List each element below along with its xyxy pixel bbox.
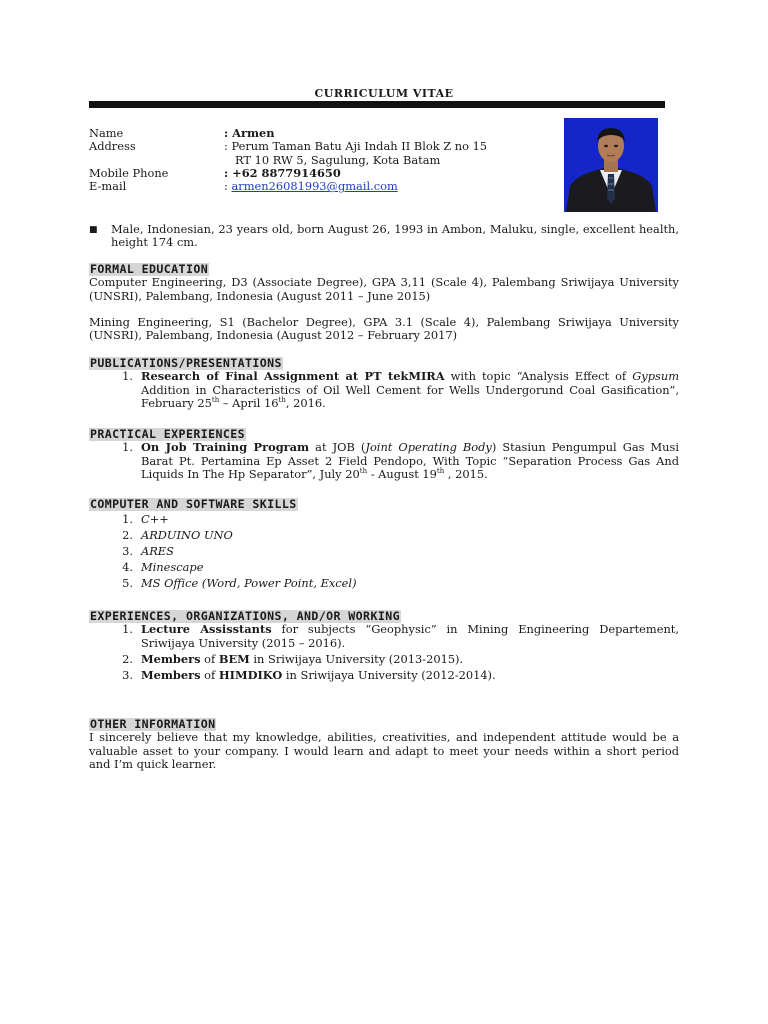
practical-heading: PRACTICAL EXPERIENCES	[90, 427, 245, 441]
list-item	[89, 543, 679, 559]
item-number: 2.	[122, 651, 133, 666]
publications-heading: PUBLICATIONS/PRESENTATIONS	[90, 356, 282, 370]
skill-text: C++	[141, 512, 169, 527]
phone-value: : +62 8877914650	[224, 165, 341, 180]
skill-text: ARDUINO UNO	[141, 528, 233, 543]
list-item	[89, 511, 679, 527]
publication-item	[89, 370, 679, 410]
name-row	[89, 127, 549, 140]
publication-text-part: , 2016.	[285, 395, 326, 410]
email-link[interactable]: armen26081993@gmail.com	[231, 179, 398, 194]
summary-bullet	[89, 223, 679, 250]
experience-section	[89, 610, 679, 682]
practical-text-part: ) Stasiun Pengumpul Gas Musi Barat Pt. Pertamina Ep Asset 2 Field Pendopo, With Topic “Separation Process Gas And Liquids In The Hp Separator”, July 20	[141, 440, 680, 481]
address-continuation: RT 10 RW 5, Sagulung, Kota Batam	[235, 152, 441, 167]
publications-section	[89, 357, 679, 410]
list-item	[89, 669, 679, 682]
practical-title: On Job Training Program	[141, 440, 310, 455]
list-item	[89, 653, 679, 666]
email-row	[89, 180, 549, 193]
profile-photo	[564, 118, 658, 212]
experience-role: Lecture Assisstants	[141, 622, 272, 637]
item-number: 3.	[122, 668, 133, 683]
title-rule	[89, 101, 665, 108]
item-number: 5.	[122, 576, 133, 591]
list-item	[89, 559, 679, 575]
experience-detail: in Sriwijaya University (2012-2014).	[282, 668, 496, 683]
practical-item	[89, 441, 679, 481]
item-number: 1.	[122, 622, 133, 637]
practical-italic: Joint Operating Body	[365, 440, 492, 455]
phone-label: Mobile Phone	[89, 165, 169, 180]
item-number: 1.	[122, 369, 133, 384]
experience-text	[141, 653, 679, 666]
publication-italic: Gypsum	[632, 369, 679, 384]
practical-section	[89, 428, 679, 481]
other-section	[89, 718, 679, 771]
email-label: E-mail	[89, 179, 127, 194]
experience-role: Members	[141, 668, 201, 683]
address-value: : Perum Taman Batu Aji Indah II Blok Z no 15	[224, 139, 488, 154]
skill-text: ARES	[141, 544, 174, 559]
education-section	[89, 263, 679, 342]
education-entry-2: Mining Engineering, S1 (Bachelor Degree), GPA 3.1 (Scale 4), Palembang Sriwijaya University (UNSRI), Palembang, Indonesia (August 2012 – February 2017)	[89, 314, 679, 343]
name-label: Name	[89, 126, 124, 140]
education-heading: FORMAL EDUCATION	[90, 262, 209, 276]
publication-text-part: – April 16	[219, 395, 279, 410]
experience-org: BEM	[218, 651, 250, 666]
other-heading: OTHER INFORMATION	[90, 717, 216, 731]
experience-detail: in Sriwijaya University (2013-2015).	[249, 651, 464, 666]
publication-text-part: Addition in Characteristics of Oil Well Cement for Wells Undergorund Coal Gasification”, February 25	[141, 382, 679, 410]
experience-connector: of	[200, 651, 219, 666]
item-number: 2.	[122, 528, 133, 543]
skills-section	[89, 498, 679, 591]
personal-info	[89, 127, 549, 193]
person-photo-icon	[564, 118, 658, 212]
name-value: : Armen	[224, 126, 275, 140]
list-item	[89, 527, 679, 543]
skill-text: MS Office (Word, Power Point, Excel)	[141, 576, 357, 591]
publication-text	[141, 370, 679, 410]
phone-row	[89, 167, 549, 180]
summary-text: Male, Indonesian, 23 years old, born August 26, 1993 in Ambon, Maluku, single, excellent health, height 174 cm.	[111, 222, 679, 250]
ordinal-suffix: th	[278, 396, 286, 405]
skills-heading: COMPUTER AND SOFTWARE SKILLS	[90, 497, 297, 511]
other-text: I sincerely believe that my knowledge, abilities, creativities, and independent attitude would be a valuable asset to your company. I would learn and adapt to meet your needs within a short period and I’m quick learner.	[89, 730, 679, 771]
skill-text: Minescape	[141, 560, 204, 575]
experience-detail: for subjects “Geophysic” in Mining Engineering Departement, Sriwijaya University (2015 – 2016).	[141, 622, 679, 650]
experience-text	[141, 669, 679, 682]
ordinal-suffix: th	[211, 396, 220, 405]
education-entry-1: Computer Engineering, D3 (Associate Degree), GPA 3,11 (Scale 4), Palembang Sriwijaya University (UNSRI), Palembang, Indonesia (August 2011 – June 2015)	[89, 275, 679, 303]
item-number: 3.	[122, 544, 133, 559]
bullet-square-icon: ■	[89, 225, 98, 235]
item-number: 1.	[122, 440, 133, 455]
skills-list	[89, 511, 679, 591]
email-value-wrap	[224, 180, 549, 193]
ordinal-suffix: th	[359, 467, 368, 476]
list-item	[89, 623, 679, 650]
item-number: 1.	[122, 512, 133, 527]
item-number: 4.	[122, 560, 133, 575]
experience-text	[141, 623, 679, 650]
address-row	[89, 140, 549, 153]
experience-role: Members	[141, 651, 201, 666]
practical-text-part: , 2015.	[444, 466, 488, 481]
practical-text-part: - August 19	[367, 466, 437, 481]
experience-org: HIMDIKO	[218, 668, 283, 683]
publication-title: Research of Final Assignment at PT tekMIRA	[141, 369, 445, 384]
practical-text	[141, 441, 679, 481]
publication-text-part: with topic “Analysis Effect of	[444, 369, 633, 384]
practical-text-part: at JOB (	[309, 440, 366, 455]
address-label: Address	[89, 139, 136, 154]
list-item	[89, 575, 679, 591]
experience-connector: of	[200, 668, 219, 683]
document-title: CURRICULUM VITAE	[314, 87, 454, 100]
experience-heading: EXPERIENCES, ORGANIZATIONS, AND/OR WORKING	[90, 609, 400, 623]
email-separator: :	[224, 179, 232, 194]
ordinal-suffix: th	[436, 467, 445, 476]
